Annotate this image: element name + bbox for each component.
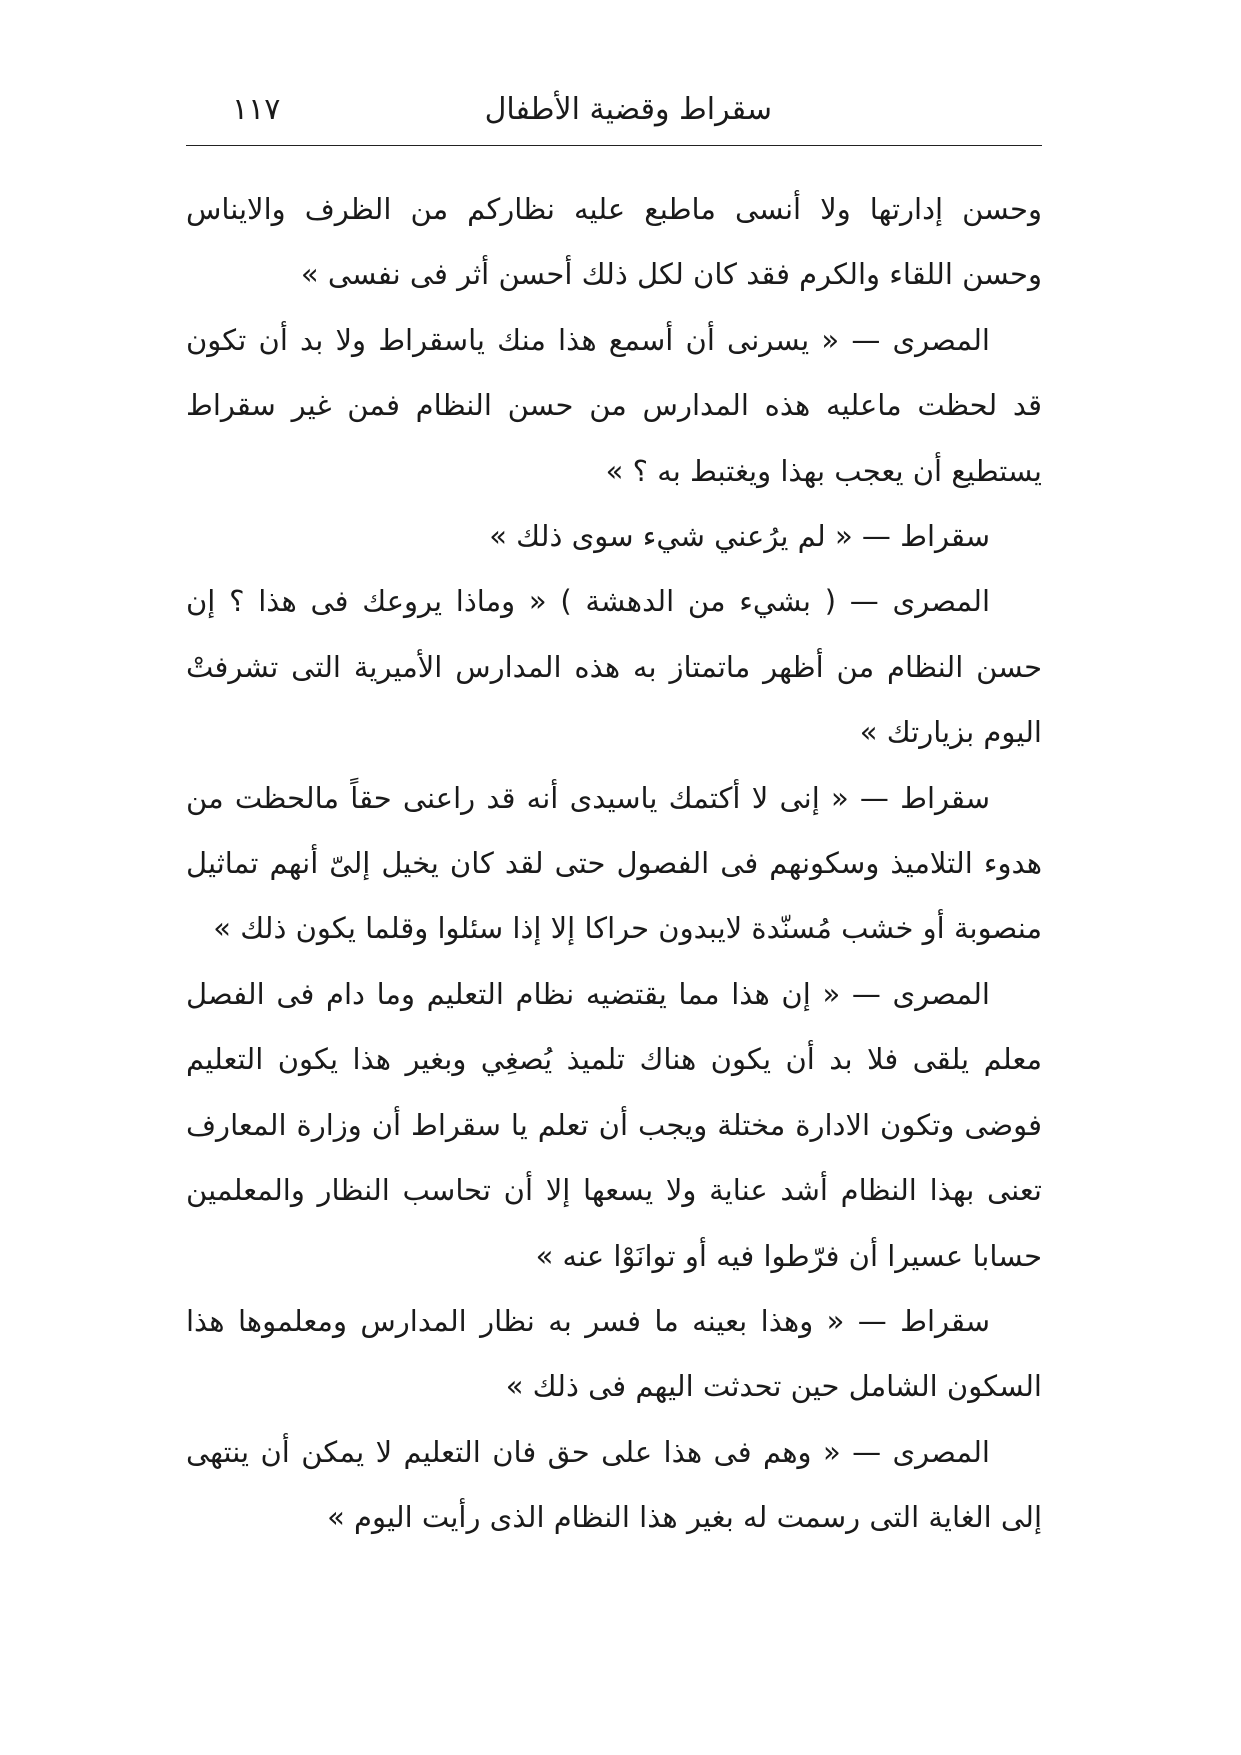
paragraph: سقراط — « لم يرُعني شيء سوى ذلك » — [489, 519, 990, 554]
paragraph: سقراط — « إنى لا أكتمك ياسيدى أنه قد راعنى حقاً مالحظت من هدوء التلاميذ وسكونهم فى الفصول حتى لقد كان يخيل إلىّ أنهم تماثيل منصوبة أو خشب مُسنّدة لايبدون حراكا إلا إذا سئلوا وقلما يكون ذلك » — [186, 780, 1042, 946]
paragraph: المصرى — « إن هذا مما يقتضيه نظام التعليم وما دام فى الفصل معلم يلقى فلا بد أن يكون هناك تلميذ يُصغِي وبغير هذا يكون التعليم فوضى وتكون الادارة مختلة ويجب أن تعلم يا سقراط أن وزارة المعارف تعنى بهذا النظام أشد عناية ولا يسعها إلا أن تحاسب النظار والمعلمين حسابا عسيرا أن فرّطوا فيه أو توانَوْا عنه » — [186, 976, 1042, 1273]
paragraph: المصرى — « يسرنى أن أسمع هذا منك ياسقراط ولا بد أن تكون قد لحظت ماعليه هذه المدارس من حسن النظام فمن غير سقراط يستطيع أن يعجب بهذا ويغتبط به ؟ » — [186, 322, 1042, 488]
paragraph: وحسن إدارتها ولا أنسى ماطبع عليه نظاركم من الظرف والايناس وحسن اللقاء والكرم فقد كان لكل ذلك أحسن أثر فى نفسى » — [186, 192, 1042, 292]
body-text — [186, 177, 1042, 1551]
header-rule — [186, 145, 1042, 146]
paragraph: سقراط — « وهذا بعينه ما فسر به نظار المدارس ومعلموها هذا السكون الشامل حين تحدثت اليهم فى ذلك » — [186, 1303, 1042, 1404]
paragraph: المصرى — ( بشيء من الدهشة ) « وماذا يروعك فى هذا ؟ إن حسن النظام من أظهر ماتمتاز به هذه المدارس الأميرية التى تشرفتْ اليوم بزيارتك » — [186, 584, 1042, 750]
page-header — [186, 82, 1042, 142]
running-title: سقراط وقضية الأطفال — [484, 92, 772, 127]
page-number: ١١٧ — [232, 92, 281, 127]
paragraph: المصرى — « وهم فى هذا على حق فان التعليم لا يمكن أن ينتهى إلى الغاية التى رسمت له بغير هذا النظام الذى رأيت اليوم » — [186, 1434, 1042, 1535]
